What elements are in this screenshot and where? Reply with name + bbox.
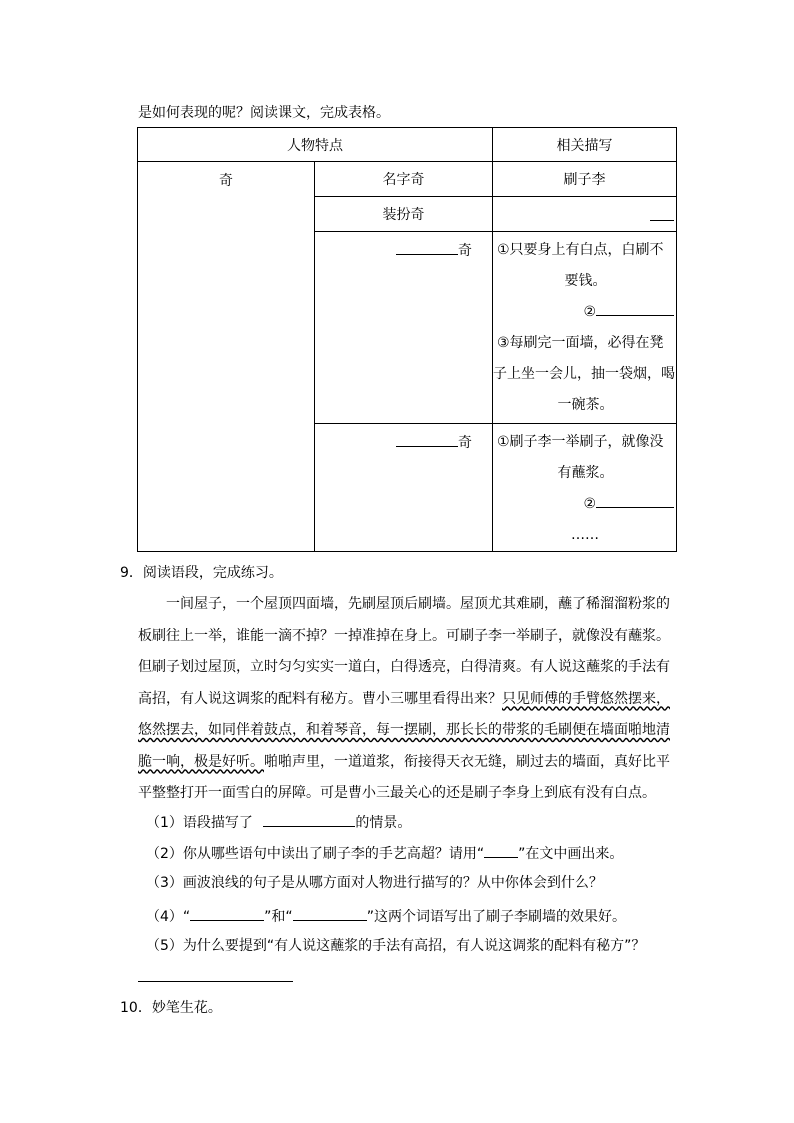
desc-line: ①刷子李一举刷子，就像没	[497, 434, 664, 450]
reading-passage: 一间屋子，一个屋顶四面墙，先刷屋顶后刷墙。屋顶尤其难刷，蘸了稀溜溜粉浆的板刷往上一举，谁能一滴不掉？一掉准掉在身上。可刷子李一举刷子，就像没有蘸浆。但刷子划过屋顶，立时匀匀实实一道白，白得透亮，白得清爽。有人说这蘸浆的手法有高招，有人说这调浆的配料有秘方。曹小三哪里看得出来？只见师傅的手臂悠然摆来，悠然摆去，如同伴着鼓点，和着琴音，每一摆刷，那长长的带浆的毛刷便在墙面啪地清脆一响，极是好听。啪啪声里，一道道浆，衔接得天衣无缝，刷过去的墙面，真好比平平整整打开一面雪白的屏障。可是曹小三最关心的还是刷子李身上到底有没有白点。	[138, 596, 670, 801]
sub-question-5: （5）为什么要提到“有人说这蘸浆的手法有高招，有人说这调浆的配料有秘方”？	[146, 938, 646, 954]
answer-blank[interactable]	[484, 842, 518, 858]
answer-blank[interactable]	[190, 905, 264, 921]
question-9-heading: 9．阅读语段，完成练习。	[120, 565, 283, 581]
sub-question-3: （3）画波浪线的句子是从哪方面对人物进行描写的？从中你体会到什么？	[146, 875, 603, 891]
header-character-traits: 人物特点	[138, 128, 493, 162]
desc-line: ①只要身上有白点，白刷不	[497, 242, 664, 258]
desc-line: ②	[583, 496, 596, 512]
trait-group-label: 奇	[138, 162, 315, 552]
answer-line[interactable]	[138, 981, 293, 982]
desc-line: 一碗茶。	[557, 397, 614, 413]
answer-blank[interactable]	[293, 905, 367, 921]
desc-line: 子上坐一会儿，抽一袋烟，喝	[493, 366, 675, 382]
sub-question-2: （2）你从哪些语句中读出了刷子李的手艺高超？请用“ ”在文中画出来。	[146, 842, 623, 864]
answer-blank[interactable]	[596, 300, 674, 316]
trait-blank-odd-2: 奇	[315, 424, 493, 552]
desc-line: ③每刷完一面墙，必得在凳	[497, 335, 664, 351]
answer-blank[interactable]	[396, 431, 458, 447]
question-10-heading: 10．妙笔生花。	[120, 1000, 222, 1016]
header-related-description: 相关描写	[493, 128, 677, 162]
character-table	[137, 127, 677, 552]
trait-name-odd: 名字奇	[315, 162, 493, 197]
answer-blank[interactable]	[650, 205, 674, 221]
answer-blank[interactable]	[396, 239, 458, 255]
desc-line: 有蘸浆。	[557, 465, 614, 481]
desc-line: 要钱。	[564, 273, 607, 289]
sub-question-4: （4）“ ”和“ ”这两个词语写出了刷子李刷墙的效果好。	[146, 905, 626, 927]
desc-line: ……	[571, 527, 599, 543]
answer-blank[interactable]	[263, 811, 355, 827]
desc-dress-blank[interactable]	[493, 197, 677, 232]
desc-name: 刷子李	[493, 162, 677, 197]
wavy-underlined-sentence: 只见师傅的手臂悠然摆来，悠然摆去，如同伴着鼓点，和着琴音，每一摆刷，那长长的带浆的毛刷便在墙面啪地清脆一响，极是好听。	[138, 690, 670, 770]
answer-blank[interactable]	[596, 492, 674, 508]
trait-dress-odd: 装扮奇	[315, 197, 493, 232]
desc-habits	[493, 232, 677, 424]
desc-skill	[493, 424, 677, 552]
trait-blank-odd-1: 奇	[315, 232, 493, 424]
desc-line: ②	[583, 304, 596, 320]
intro-text: 是如何表现的呢？阅读课文，完成表格。	[138, 105, 390, 121]
sub-question-1: （1）语段描写了 的情景。	[146, 811, 411, 833]
